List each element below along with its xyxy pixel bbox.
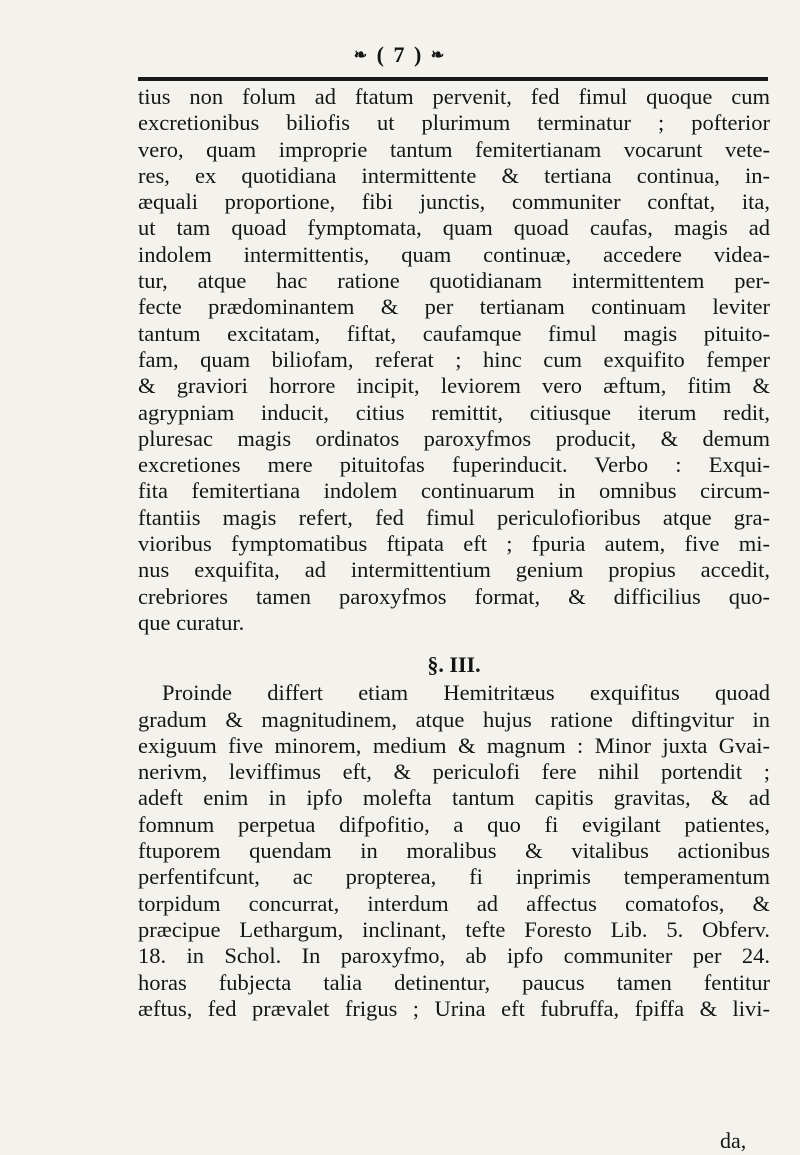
text-line: agrypniam inducit, citius remittit, citiusque iterum redit,	[138, 399, 770, 425]
text-line: præcipue Lethargum, inclinant, tefte Foresto Lib. 5. Obferv.	[138, 916, 770, 942]
body-text	[138, 84, 770, 1022]
text-line: excretionibus biliofis ut plurimum terminatur ; pofterior	[138, 110, 770, 136]
text-line: adeft enim in ipfo molefta tantum capitis gravitas, & ad	[138, 785, 770, 811]
text-line: ftantiis magis refert, fed fimul periculofioribus atque gra-	[138, 504, 770, 530]
text-line: vero, quam improprie tantum femitertianam vocarunt vete-	[138, 136, 770, 162]
text-line: & graviori horrore incipit, leviorem vero æftum, fitim &	[138, 373, 770, 399]
right-ornament-icon: ❧	[430, 47, 447, 64]
text-line: 18. in Schol. In paroxyfmo, ab ipfo communiter per 24.	[138, 943, 770, 969]
text-line: horas fubjecta talia detinentur, paucus tamen fentitur	[138, 969, 770, 995]
section-heading: §. III.	[427, 652, 481, 678]
text-line: gradum & magnitudinem, atque hujus ratione diftingvitur in	[138, 706, 770, 732]
header-rule	[138, 77, 768, 81]
text-line: fam, quam biliofam, referat ; hinc cum exquifito femper	[138, 346, 770, 372]
text-line: crebriores tamen paroxyfmos format, & difficilius quo-	[138, 583, 770, 609]
page-header	[0, 42, 800, 68]
text-line: excretiones mere pituitofas fuperinducit. Verbo : Exqui-	[138, 452, 770, 478]
text-line: fecte prædominantem & per tertianam continuam leviter	[138, 294, 770, 320]
text-line: vioribus fymptomatibus ftipata eft ; fpuria autem, five mi-	[138, 531, 770, 557]
text-line: res, ex quotidiana intermittente & tertiana continua, in-	[138, 162, 770, 188]
text-line: que curatur.	[138, 609, 245, 635]
text-line: perfentifcunt, ac propterea, fi inprimis temperamentum	[138, 864, 770, 890]
text-line: tantum excitatam, fiftat, caufamque fimul magis pituito-	[138, 320, 770, 346]
page-number: ( 7 )	[376, 42, 424, 67]
text-line: indolem intermittentis, quam continuæ, accedere videa-	[138, 241, 770, 267]
text-line: nerivm, leviffimus eft, & periculofi fere nihil portendit ;	[138, 759, 770, 785]
text-line: ut tam quoad fymptomata, quam quoad caufas, magis ad	[138, 215, 770, 241]
text-line: ftuporem quendam in moralibus & vitalibus actionibus	[138, 838, 770, 864]
text-line: æftus, fed prævalet frigus ; Urina eft fubruffa, fpiffa & livi-	[138, 995, 770, 1021]
text-line: torpidum concurrat, interdum ad affectus comatofos, &	[138, 890, 770, 916]
left-ornament-icon: ❧	[353, 47, 370, 64]
text-line: exiguum five minorem, medium & magnum : Minor juxta Gvai-	[138, 732, 770, 758]
text-line: æquali proportione, fibi junctis, communiter conftat, ita,	[138, 189, 770, 215]
text-line: pluresac magis ordinatos paroxyfmos producit, & demum	[138, 425, 770, 451]
text-line: fita femitertiana indolem continuarum in omnibus circum-	[138, 478, 770, 504]
text-line: nus exquifita, ad intermittentium genium propius accedit,	[138, 557, 770, 583]
text-line: Proinde differt etiam Hemitritæus exquifitus quoad	[162, 680, 770, 706]
catchword: da,	[720, 1128, 747, 1153]
text-line: tius non folum ad ftatum pervenit, fed fimul quoque cum	[138, 84, 770, 109]
text-line: fomnum perpetua difpofitio, a quo fi evigilant patientes,	[138, 811, 770, 837]
text-line: tur, atque hac ratione quotidianam intermittentem per-	[138, 268, 770, 294]
